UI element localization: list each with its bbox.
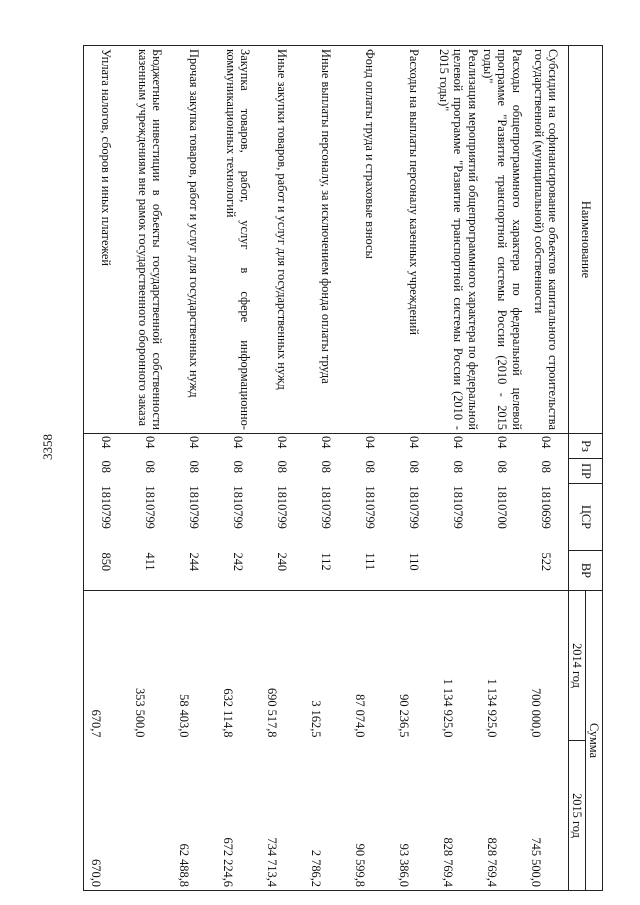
budget-table: [83, 45, 603, 891]
row-name: Фонд оплаты труда и страховые взносы: [348, 46, 392, 434]
row-vr: 240: [260, 551, 304, 591]
row-pr: 08: [451, 460, 466, 473]
row-pr: 08: [319, 460, 334, 473]
row-sum-2015: 828 769,4: [480, 741, 524, 891]
row-name: Расходы на выплаты персоналу казенных учреждений: [392, 46, 436, 434]
header-name: Наименование: [569, 46, 603, 434]
table-row: [436, 46, 480, 891]
row-csr: 1810699: [539, 485, 554, 529]
row-csr: 1810799: [275, 485, 290, 529]
row-csr: 1810799: [231, 485, 246, 529]
row-pr: 08: [407, 460, 422, 473]
row-name: Уплата налогов, сборов и иных платежей: [84, 46, 129, 434]
table-row: [84, 46, 129, 891]
row-pr: 08: [231, 460, 246, 473]
header-2015: 2015 год: [569, 741, 586, 891]
row-sum-2014: 3 162,5: [304, 591, 348, 741]
table-row: [216, 46, 260, 891]
table-row: [348, 46, 392, 891]
row-vr: 242: [216, 551, 260, 591]
row-sum-2014: 58 403,0: [172, 591, 216, 741]
table-row: [260, 46, 304, 891]
row-rz: 04: [216, 434, 260, 459]
row-rz: 04: [480, 434, 524, 459]
row-sum-2014: 353 500,0: [128, 591, 172, 741]
row-pr: 08: [143, 460, 158, 473]
row-sum-2014: 670,7: [84, 591, 129, 741]
row-sum-2015: 672 224,6: [216, 741, 260, 891]
row-vr: 111: [348, 551, 392, 591]
header-pr: ПР: [569, 459, 603, 484]
row-name: Реализация мероприятий общепрограммного характера по федеральной целевой программе "Развитие транспортной системы России (2010 - 2015 годы)": [436, 46, 480, 434]
row-pr: 08: [363, 460, 378, 473]
row-name: Закупка товаров, работ, услуг в сфере информационно-коммуникационных технологий: [216, 46, 260, 434]
row-rz: 04: [172, 434, 216, 459]
row-rz: 04: [304, 434, 348, 459]
row-sum-2014: 632 114,8: [216, 591, 260, 741]
row-rz: 04: [436, 434, 480, 459]
row-name: Иные закупки товаров, работ и услуг для государственных нужд: [260, 46, 304, 434]
row-csr: 1810799: [187, 485, 202, 529]
row-pr: 08: [539, 460, 554, 473]
row-sum-2014: 700 000,0: [524, 591, 569, 741]
table-body: [84, 46, 569, 891]
row-csr: 1810799: [363, 485, 378, 529]
header-rz: Рз: [569, 434, 603, 459]
row-rz: 04: [392, 434, 436, 459]
header-vr: ВР: [569, 551, 603, 591]
row-name: Иные выплаты персоналу, за исключением фонда оплаты труда: [304, 46, 348, 434]
row-sum-2015: 670,0: [84, 741, 129, 891]
row-csr: 1810799: [143, 485, 158, 529]
header-csr: ЦСР: [569, 484, 603, 551]
table-row: [524, 46, 569, 891]
row-vr: 522: [524, 551, 569, 591]
row-vr: [480, 551, 524, 591]
row-name: Бюджетные инвестиции в объекты государственной собственности казенным учреждениям вне рамок государственного оборонного заказа: [128, 46, 172, 434]
row-rz: 04: [524, 434, 569, 459]
row-pr: 08: [495, 460, 510, 473]
table-row: [392, 46, 436, 891]
row-rz: 04: [260, 434, 304, 459]
row-sum-2014: 90 236,5: [392, 591, 436, 741]
row-name: Субсидии на софинансирование объектов капитального строительства государственной (муниципальной) собственности: [524, 46, 569, 434]
row-sum-2015: 90 599,8: [348, 741, 392, 891]
row-csr: 1810799: [84, 484, 129, 551]
row-rz: 04: [348, 434, 392, 459]
row-vr: 850: [84, 551, 129, 591]
row-csr: 1810799: [451, 485, 466, 529]
row-name: Прочая закупка товаров, работ и услуг для государственных нужд: [172, 46, 216, 434]
row-sum-2014: 87 074,0: [348, 591, 392, 741]
table-row: [304, 46, 348, 891]
table-row: [128, 46, 172, 891]
row-sum-2015: 93 386,0: [392, 741, 436, 891]
row-sum-2014: 1 134 925,0: [436, 591, 480, 741]
row-vr: 112: [304, 551, 348, 591]
header-sum: Сумма: [586, 591, 603, 891]
row-sum-2015: [128, 741, 172, 891]
row-rz: 04: [128, 434, 172, 459]
table-row: [480, 46, 524, 891]
row-vr: 244: [172, 551, 216, 591]
header-2014: 2014 год: [569, 591, 586, 741]
row-sum-2015: 828 769,4: [436, 741, 480, 891]
row-pr: 08: [187, 460, 202, 473]
row-vr: [436, 551, 480, 591]
row-sum-2015: 734 713,4: [260, 741, 304, 891]
row-sum-2015: 62 488,8: [172, 741, 216, 891]
row-vr: 110: [392, 551, 436, 591]
page-number: 3358: [40, 434, 55, 460]
row-pr: 08: [84, 459, 129, 484]
row-sum-2014: 690 517,8: [260, 591, 304, 741]
table-row: [172, 46, 216, 891]
row-sum-2015: 2 786,2: [304, 741, 348, 891]
row-csr: 1810700: [495, 485, 510, 529]
budget-table-page: [66, 45, 603, 890]
row-sum-2014: 1 134 925,0: [480, 591, 524, 741]
row-csr: 1810799: [319, 485, 334, 529]
row-name: Расходы общепрограммного характера по федеральной целевой программе "Развитие транспортной системы России (2010 - 2015 годы)": [480, 46, 524, 434]
row-csr: 1810799: [407, 485, 422, 529]
row-vr: 411: [128, 551, 172, 591]
row-sum-2015: 745 500,0: [524, 741, 569, 891]
row-pr: 08: [275, 460, 290, 473]
row-rz: 04: [84, 434, 129, 459]
